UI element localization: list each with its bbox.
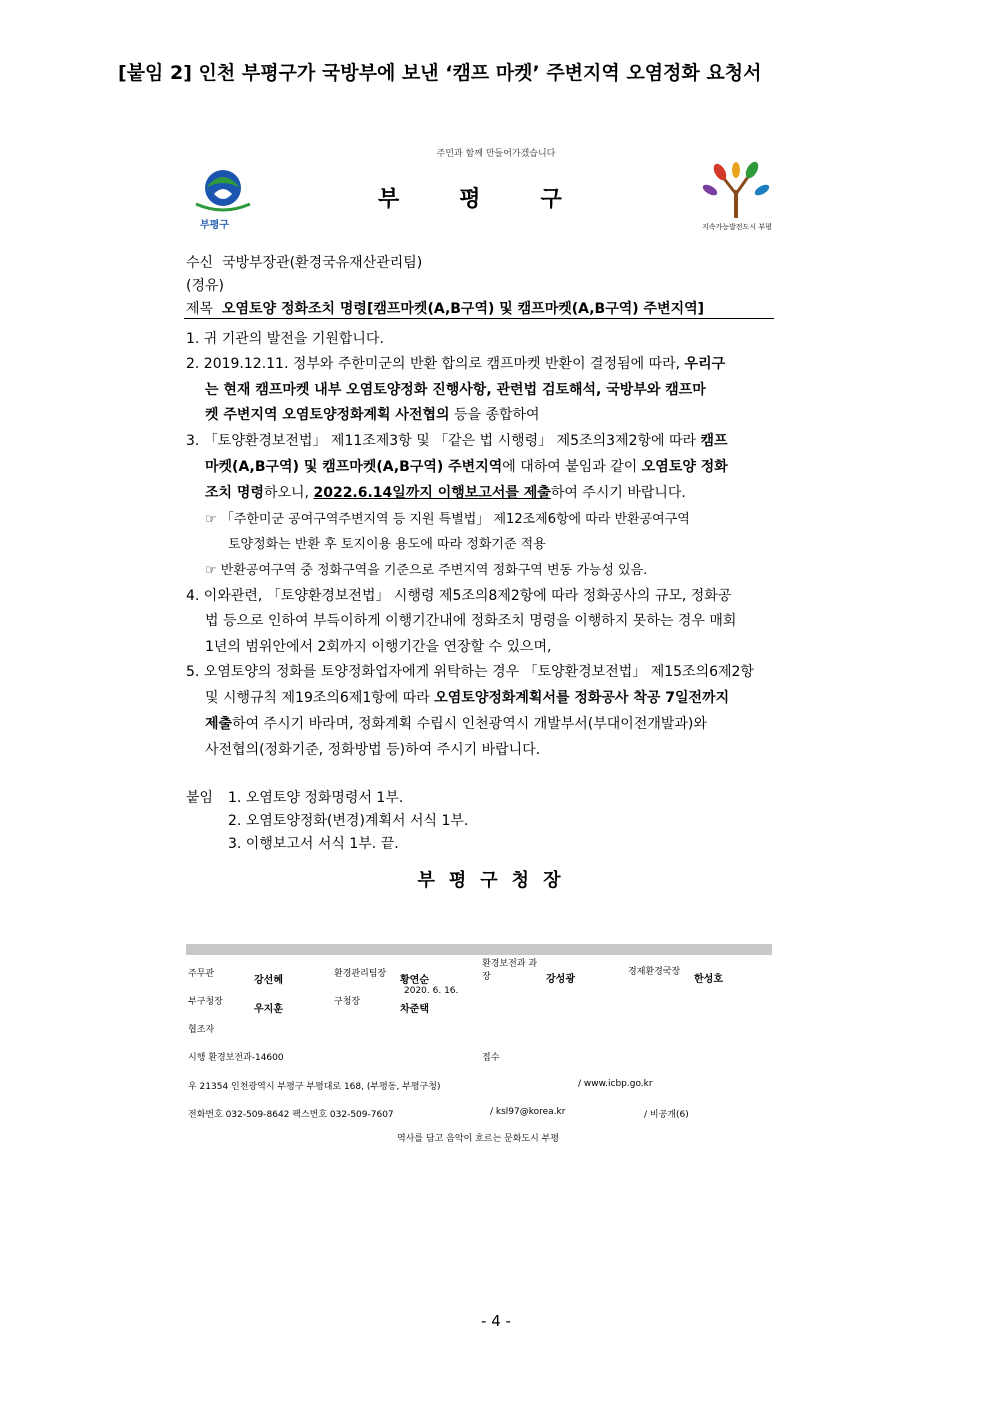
paragraph-2-line-2: 는 현재 캠프마켓 내부 오염토양정화 진행사항, 관련법 검토해석, 국방부와 캠프마 — [205, 382, 706, 398]
organization-name: 부평구 — [378, 187, 622, 212]
website: / www.icbp.go.kr — [578, 1079, 653, 1089]
note-1-line-1: ☞ 「주한미군 공여구역주변지역 등 지원 특별법」 제12조제6항에 따라 반환공여구역 — [205, 512, 690, 527]
attachment-item: 3. 이행보고서 서식 1부. 끝. — [228, 836, 399, 852]
approver-name: 강성광 — [546, 974, 575, 985]
paragraph-5-line-1: 5. 오염토양의 정화를 토양정화업자에게 위탁하는 경우 「토양환경보전법」 제15조의6제2항 — [186, 664, 754, 680]
approver-role: 구청장 — [334, 997, 361, 1007]
page-title: [붙임 2] 인천 부평구가 국방부에 보낸 ‘캠프 마켓’ 주변지역 오염정화 요청서 — [118, 62, 762, 84]
footer-divider-bar — [186, 944, 772, 955]
logo-right-text: 지속가능발전도시 부평 — [702, 223, 772, 231]
bupyeong-logo — [186, 164, 260, 230]
enforcement-number: 시행 환경보전과-14600 — [188, 1053, 284, 1063]
paragraph-4-line-3: 1년의 범위안에서 2회까지 이행기간을 연장할 수 있으며, — [205, 639, 552, 655]
attachment-item: 1. 오염토양 정화명령서 1부. — [228, 790, 404, 806]
paragraph-2-line-3: 켓 주변지역 오염토양정화계획 사전협의 등을 종합하여 — [205, 407, 540, 423]
recipient-value: 국방부장관(환경국유재산관리팀) — [221, 255, 423, 271]
recipient-label: 수신 — [186, 255, 214, 271]
attachment-item: 2. 오염토양정화(변경)계획서 서식 1부. — [228, 813, 469, 829]
disclosure-status: / 비공개(6) — [644, 1110, 689, 1120]
approver-role: 환경관리팀장 — [334, 969, 387, 979]
paragraph-3-line-3: 조치 명령하오니, 2022.6.14일까지 이행보고서를 제출하여 주시기 바랍니다. — [205, 485, 686, 501]
paragraph-3-line-1: 3. 「토양환경보전법」 제11조제3항 및 「같은 법 시행령」 제5조의3제2항에 따라 캠프 — [186, 433, 728, 449]
approval-date: 2020. 6. 16. — [404, 986, 459, 996]
paragraph-5-line-4: 사전협의(정화기준, 정화방법 등)하여 주시기 바랍니다. — [205, 742, 541, 758]
via-line: (경유) — [186, 278, 224, 294]
note-1-line-2: 토양정화는 반환 후 토지이용 용도에 따라 정화기준 적용 — [228, 537, 546, 552]
cooperator-label: 협조자 — [188, 1025, 215, 1035]
letterhead-slogan: 주민과 함께 만들어가겠습니다 — [436, 149, 556, 159]
page-number: - 4 - — [481, 1312, 511, 1330]
signer-title: 부평구청장 — [417, 870, 575, 891]
subject-label: 제목 — [186, 301, 214, 317]
attachments-label: 붙임 — [186, 790, 214, 806]
note-2: ☞ 반환공여구역 중 정화구역을 기준으로 주변지역 정화구역 변동 가능성 있음. — [205, 563, 648, 578]
footer-slogan: 역사를 담고 음악이 흐르는 문화도시 부평 — [396, 1134, 560, 1144]
logo-left-text: 부평구 — [200, 220, 229, 231]
approver-role: 주무관 — [188, 969, 215, 979]
approver-name: 황연순 — [400, 975, 429, 986]
approver-name: 강선혜 — [254, 975, 283, 986]
approver-name: 우지훈 — [254, 1004, 283, 1015]
paragraph-2-line-1: 2. 2019.12.11. 정부와 주한미군의 반환 합의로 캠프마켓 반환이 결정됨에 따라, 우리구 — [186, 356, 726, 372]
subject-value: 오염토양 정화조치 명령[캠프마켓(A,B구역) 및 캠프마켓(A,B구역) 주변지역] — [221, 301, 705, 317]
recipient-line — [186, 252, 422, 272]
approver-role: 환경보전과 과장 — [482, 959, 538, 982]
approver-role: 부구청장 — [188, 997, 223, 1007]
paragraph-4-line-2: 법 등으로 인하여 부득이하게 이행기간내에 정화조치 명령을 이행하지 못하는 경우 매회 — [205, 613, 737, 629]
paragraph-5-line-3: 제출하여 주시기 바라며, 정화계획 수립시 인천광역시 개발부서(부대이전개발과)와 — [205, 716, 707, 732]
subject-line — [186, 298, 704, 318]
address: 우 21354 인천광역시 부평구 부평대로 168, (부평동, 부평구청) — [188, 1082, 441, 1092]
approver-name: 차준택 — [400, 1004, 429, 1015]
paragraph-4-line-1: 4. 이와관련, 「토양환경보전법」 시행령 제5조의8제2항에 따라 정화공사의 규모, 정화공 — [186, 588, 732, 604]
paragraph-3-line-2: 마켓(A,B구역) 및 캠프마켓(A,B구역) 주변지역에 대하여 붙임과 같이 오염토양 정화 — [205, 459, 728, 475]
phone-fax: 전화번호 032-509-8642 팩스번호 032-509-7607 — [188, 1110, 394, 1120]
email: / ksl97@korea.kr — [490, 1107, 566, 1117]
approver-role: 경제환경국장 — [628, 967, 681, 977]
paragraph-1: 1. 귀 기관의 발전을 기원합니다. — [186, 331, 384, 347]
paragraph-5-line-2: 및 시행규칙 제19조의6제1항에 따라 오염토양정화계획서를 정화공사 착공 7일전까지 — [205, 690, 730, 706]
receipt-label: 접수 — [482, 1053, 500, 1063]
approver-name: 한성호 — [694, 974, 723, 985]
subject-divider — [184, 318, 774, 319]
sustainable-city-logo — [698, 160, 774, 234]
tree-logo-icon — [698, 160, 774, 220]
